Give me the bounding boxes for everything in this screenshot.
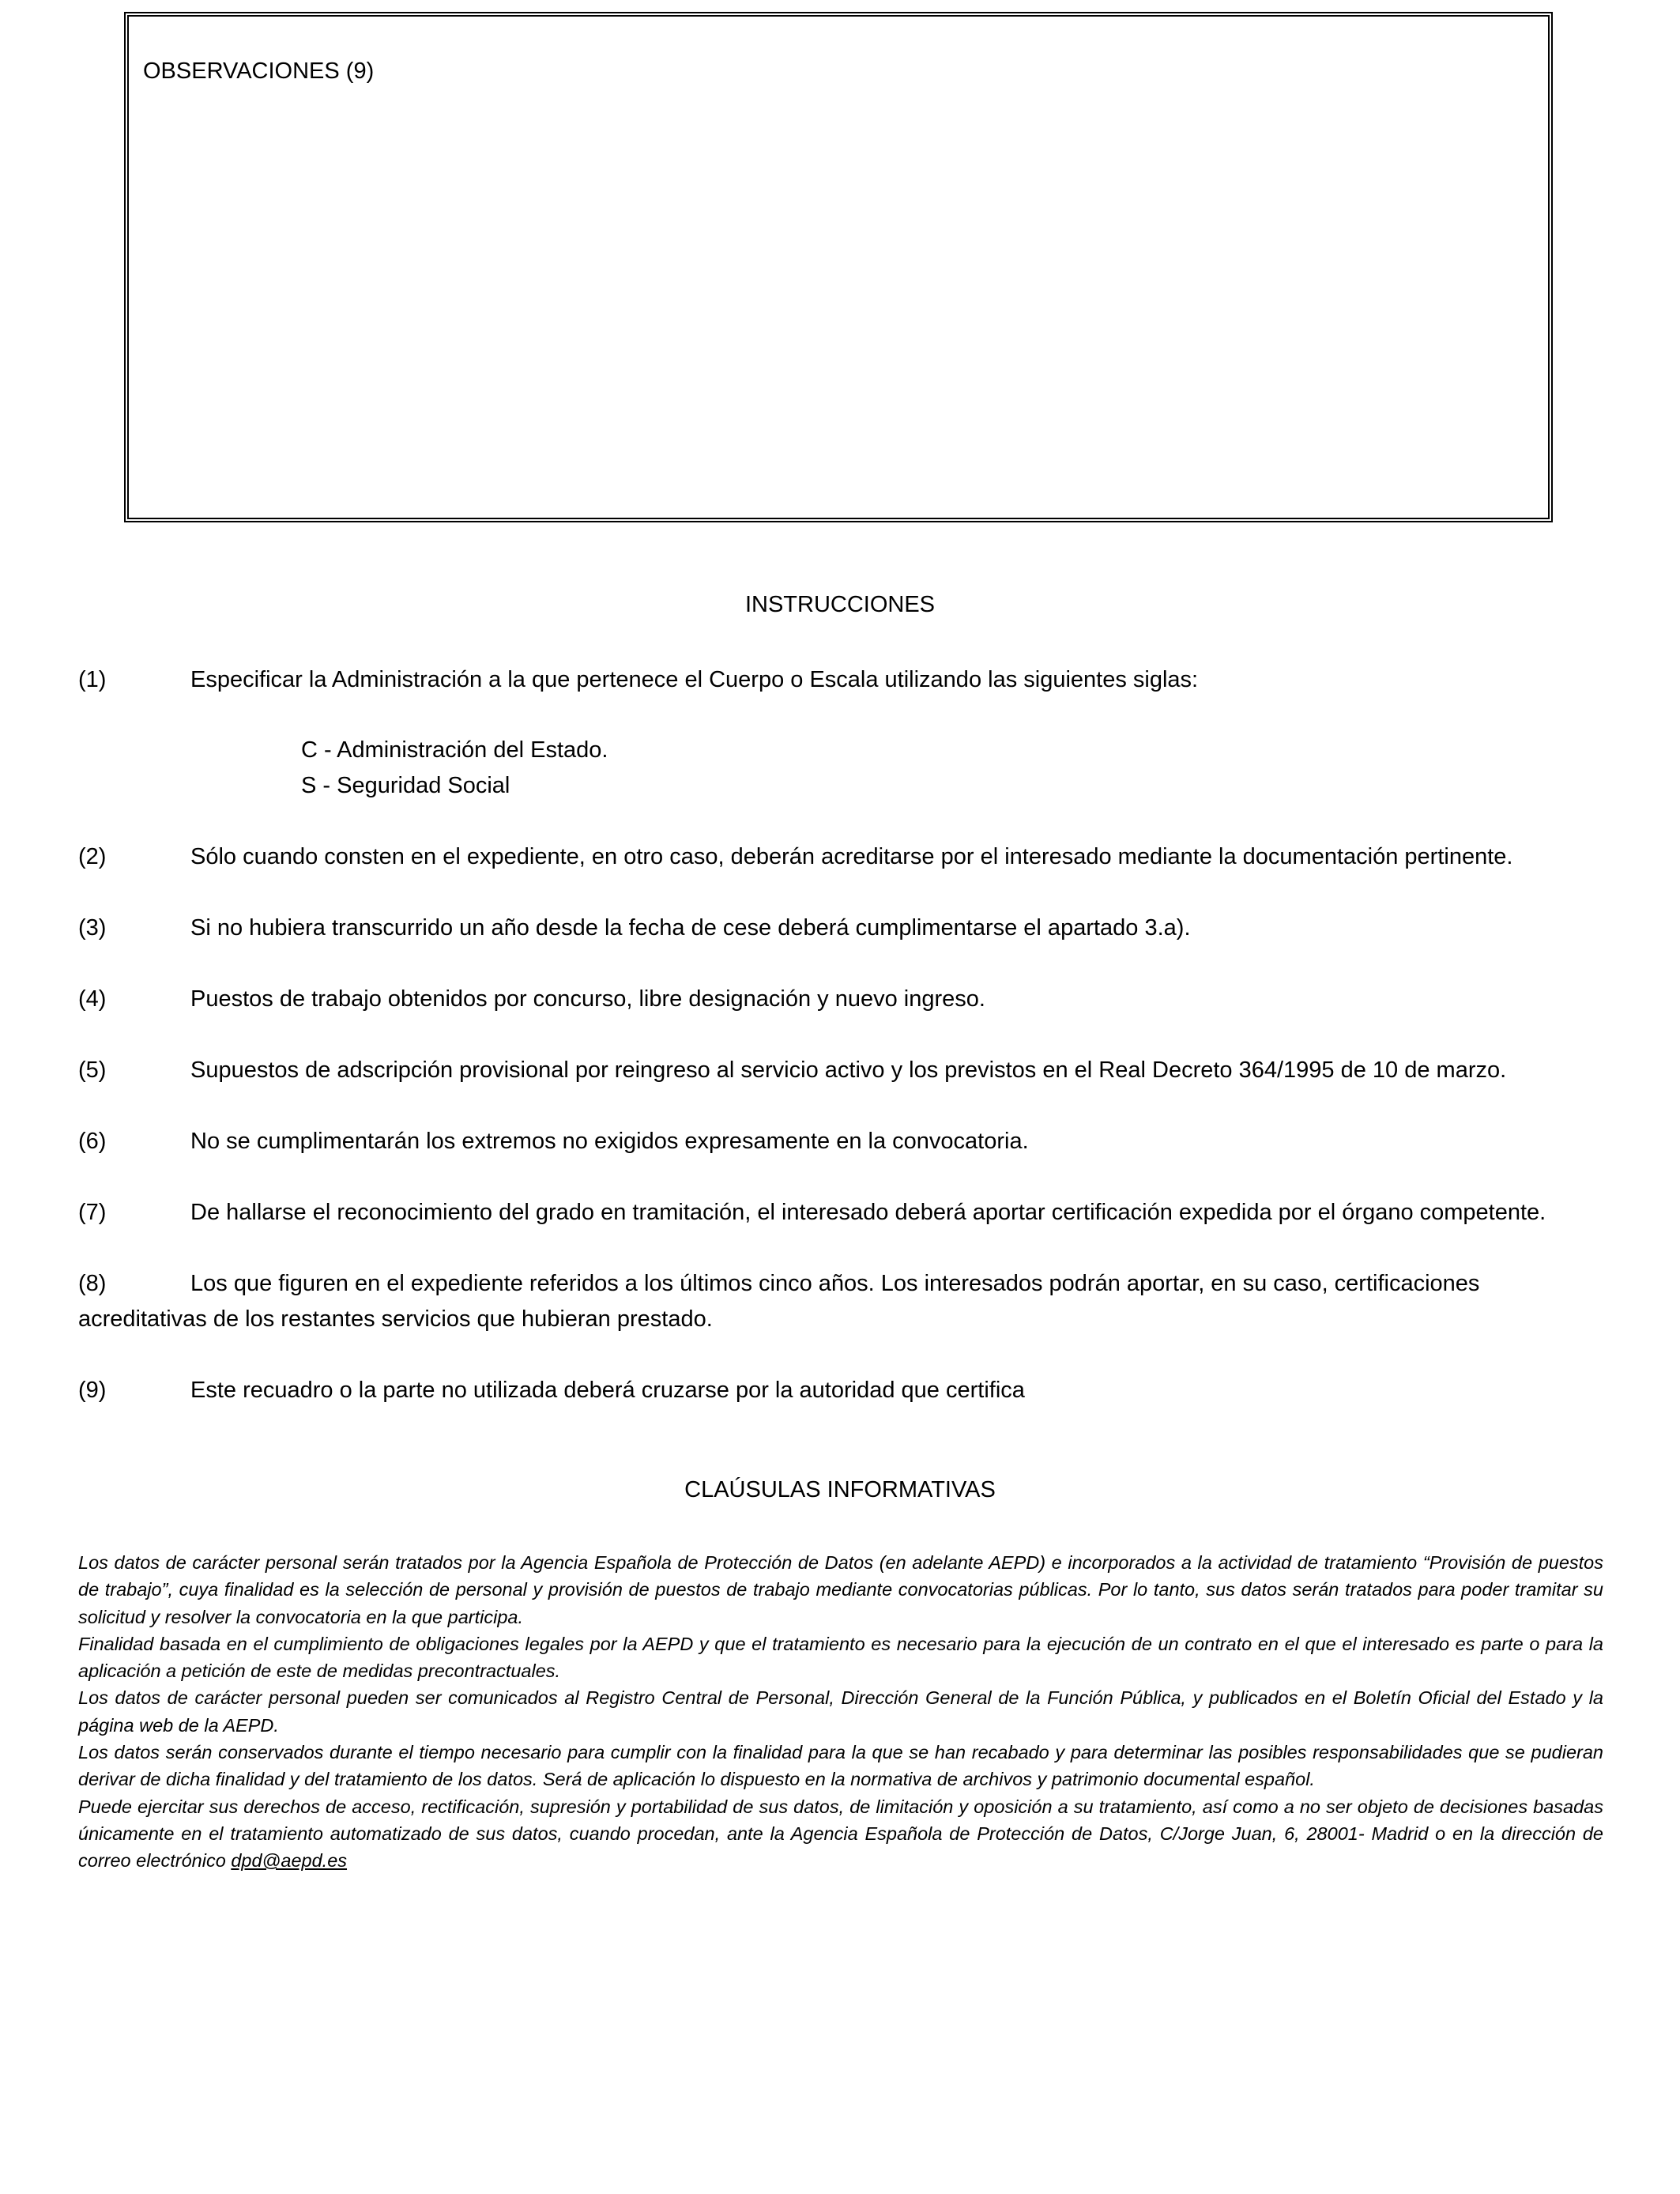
instruction-number: (1) [78, 667, 107, 692]
instruction-text: Si no hubiera transcurrido un año desde la fecha de cese deberá cumplimentarse el apartado 3.a). [190, 915, 1191, 941]
instruction-text: Sólo cuando consten en el expediente, en otro caso, deberán acreditarse por el interesado mediante la documentación pertinente. [190, 844, 1513, 869]
instruction-text: Los que figuren en el expediente referidos a los últimos cinco años. Los interesados podrán aportar, en su caso, certificaciones acreditativas de los restantes servicios que hubieran prestado. [78, 1271, 1480, 1332]
instruction-number: (2) [78, 844, 107, 869]
instruction-number: (9) [78, 1378, 107, 1403]
observaciones-label: OBSERVACIONES (9) [143, 58, 375, 84]
instruction-number: (7) [78, 1200, 107, 1225]
clausula-paragraph: Los datos serán conservados durante el tiempo necesario para cumplir con la finalidad para la que se han recabado y para determinar las posibles responsabilidades que se pudieran derivar de dicha finalidad y del tratamiento de los datos. Será de aplicación lo dispuesto en la normativa de archivos y patrimonio documental español. [78, 1742, 1603, 1790]
sigla-item: S - Seguridad Social [301, 773, 510, 798]
email-link[interactable]: dpd@aepd.es [231, 1850, 348, 1872]
instruction-text: De hallarse el reconocimiento del grado en tramitación, el interesado deberá aportar certificación expedida por el órgano competente. [190, 1200, 1546, 1225]
instruction-item-8 [78, 1266, 1603, 1337]
observaciones-box [124, 12, 1553, 522]
instruction-number: (5) [78, 1057, 107, 1083]
instruction-item-2 [78, 839, 1603, 875]
instruction-item-6 [78, 1124, 1603, 1159]
instruction-number: (4) [78, 986, 107, 1012]
instruction-text: Especificar la Administración a la que pertenece el Cuerpo o Escala utilizando las siguientes siglas: [190, 667, 1199, 692]
instruction-text: Este recuadro o la parte no utilizada deberá cruzarse por la autoridad que certifica [190, 1378, 1025, 1403]
instruction-item-4 [78, 982, 1603, 1017]
instrucciones-title: INSTRUCCIONES [744, 592, 936, 617]
clausula-paragraph: Los datos de carácter personal serán tratados por la Agencia Española de Protección de Datos (en adelante AEPD) e incorporados a la actividad de tratamiento “Provisión de puestos de trabajo”, cuya finalidad es la selección de personal y provisión de puestos de trabajo mediante convocatorias públicas. Por lo tanto, sus datos serán tratados para poder tramitar su solicitud y resolver la convocatoria en la que participa. [78, 1552, 1603, 1627]
clausulas-title: CLAÚSULAS INFORMATIVAS [684, 1477, 996, 1502]
clausula-paragraph-last [78, 1793, 1603, 1875]
instruction-item-3 [78, 910, 1603, 946]
instruction-item-1 [78, 662, 1603, 698]
instruction-text: Supuestos de adscripción provisional por reingreso al servicio activo y los previstos en el Real Decreto 364/1995 de 10 de marzo. [190, 1057, 1507, 1083]
instruction-number: (3) [78, 915, 107, 941]
instruction-item-5 [78, 1053, 1603, 1088]
instruction-text: Puestos de trabajo obtenidos por concurso, libre designación y nuevo ingreso. [190, 986, 985, 1012]
instruction-number: (6) [78, 1129, 107, 1154]
clausula-last-text: Puede ejercitar sus derechos de acceso, rectificación, supresión y portabilidad de sus datos, de limitación y oposición a su tratamiento, así como a no ser objeto de decisiones basadas únicamente en el tratamiento automatizado de sus datos, cuando procedan, ante la Agencia Española de Protección de Datos, C/Jorge Juan, 6, 28001- Madrid o en la dirección de correo electrónico [78, 1796, 1603, 1872]
siglas-list [301, 733, 1603, 804]
instruction-item-7 [78, 1195, 1603, 1231]
clausulas-informativas [78, 1549, 1603, 1875]
instrucciones-list [78, 662, 1603, 1408]
instruction-text: No se cumplimentarán los extremos no exigidos expresamente en la convocatoria. [190, 1129, 1029, 1154]
clausula-paragraph: Finalidad basada en el cumplimiento de obligaciones legales por la AEPD y que el tratamiento es necesario para la ejecución de un contrato en el que el interesado es parte o para la aplicación a petición de este de medidas precontractuales. [78, 1633, 1603, 1682]
sigla-item: C - Administración del Estado. [301, 737, 608, 763]
instruction-number: (8) [78, 1271, 107, 1296]
instruction-item-9 [78, 1373, 1603, 1408]
clausula-paragraph: Los datos de carácter personal pueden ser comunicados al Registro Central de Personal, Dirección General de la Función Pública, y publicados en el Boletín Oficial del Estado y la página web de la AEPD. [78, 1687, 1603, 1736]
